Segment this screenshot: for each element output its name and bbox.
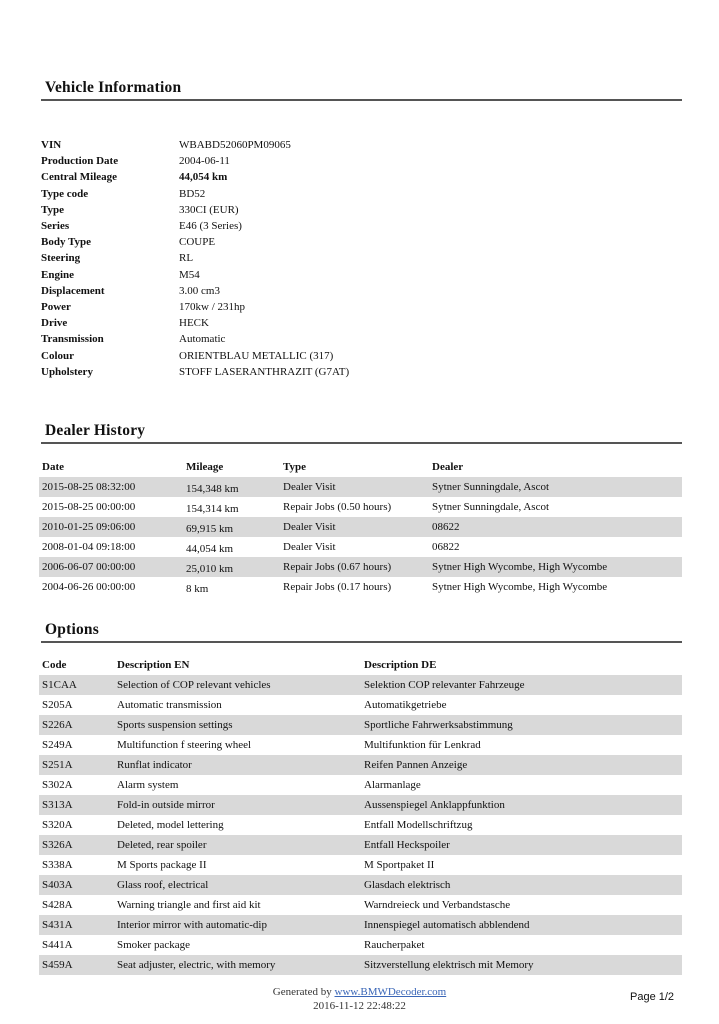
info-label: VIN [41,139,62,151]
info-row [41,202,681,218]
column-header-mileage: Mileage [186,461,224,473]
mileage-cell: 154,348 km [186,483,239,495]
section-divider [41,442,682,444]
dealer-cell: 06822 [432,541,460,553]
table-row [39,775,682,795]
table-row [39,895,682,915]
table-row [39,795,682,815]
dealer-cell: Sytner High Wycombe, High Wycombe [432,581,608,593]
description-de-cell: Glasdach elektrisch [364,879,451,891]
description-de-cell: Selektion COP relevanter Fahrzeuge [364,679,525,691]
table-row [39,517,682,537]
description-de-cell: Alarmanlage [364,779,421,791]
description-de-cell: Warndreieck und Verbandstasche [364,899,511,911]
table-row [39,577,682,597]
description-de-cell: M Sportpaket II [364,859,435,871]
table-row [39,695,682,715]
description-de-cell: Entfall Heckspoiler [364,839,450,851]
info-row [41,331,681,347]
code-cell: S459A [42,959,73,971]
description-en-cell: Glass roof, electrical [117,879,209,891]
bmwdecoder-link[interactable]: www.BMWDecoder.com [334,986,447,998]
description-en-cell: Deleted, model lettering [117,819,224,831]
info-row [41,250,681,266]
options-rows [39,675,682,975]
info-value: 2004-06-11 [179,155,230,168]
table-row [39,955,682,975]
table-row [39,915,682,935]
code-cell: S403A [42,879,73,891]
column-header-description-de: Description DE [364,659,437,671]
code-cell: S205A [42,699,73,711]
info-label: Colour [41,349,74,362]
info-value: COUPE [179,236,216,249]
table-row [39,497,682,517]
generated-timestamp: 2016-11-12 22:48:22 [313,1000,406,1012]
table-row [39,815,682,835]
column-header-description-en: Description EN [117,659,190,671]
info-row [41,137,681,153]
info-label: Drive [41,317,68,330]
info-label: Central Mileage [41,171,118,184]
info-value: STOFF LASERANTHRAZIT (G7AT) [179,365,350,378]
date-cell: 2015-08-25 00:00:00 [42,501,136,513]
dealer-cell: Sytner High Wycombe, High Wycombe [432,561,608,573]
info-value: 330CI (EUR) [179,203,239,216]
footer [0,985,719,1013]
info-label: Engine [41,268,75,281]
table-row [39,875,682,895]
info-row [41,299,681,315]
page-number: Page 1/2 [630,991,675,1003]
info-label: Type code [41,187,89,200]
type-cell: Dealer Visit [283,521,336,533]
code-cell: S226A [42,719,73,731]
info-value: E46 (3 Series) [179,220,242,232]
info-value: 170kw / 231hp [179,301,245,313]
code-cell: S249A [42,739,73,751]
description-de-cell: Multifunktion für Lenkrad [364,739,481,751]
mileage-cell: 8 km [186,583,209,595]
info-row [41,267,681,283]
column-header-dealer: Dealer [432,461,464,473]
info-row [41,348,681,364]
description-en-cell: Smoker package [117,939,190,951]
code-cell: S251A [42,759,73,771]
description-en-cell: Sports suspension settings [117,719,233,731]
code-cell: S431A [42,919,73,931]
description-de-cell: Innenspiegel automatisch abblendend [364,919,530,931]
type-cell: Dealer Visit [283,541,336,553]
info-label: Body Type [41,236,92,249]
info-label: Production Date [41,155,119,168]
info-label: Type [41,203,65,216]
mileage-cell: 44,054 km [186,543,234,555]
table-row [39,855,682,875]
info-row [41,186,681,202]
info-value: M54 [179,268,200,281]
description-de-cell: Raucherpaket [364,939,425,951]
info-value: HECK [179,317,209,330]
mileage-cell: 25,010 km [186,563,234,575]
description-en-cell: Multifunction f steering wheel [117,739,252,751]
info-row [41,315,681,331]
info-label: Transmission [41,333,104,346]
description-en-cell: Warning triangle and first aid kit [117,899,261,911]
date-cell: 2015-08-25 08:32:00 [42,481,136,493]
code-cell: S313A [42,799,73,811]
info-row [41,283,681,299]
code-cell: S1CAA [42,679,77,691]
info-value: 44,054 km [179,171,228,184]
info-row [41,153,681,169]
options-table [39,655,682,975]
info-row [41,364,681,380]
info-row [41,234,681,250]
code-cell: S302A [42,779,73,791]
vehicle-information-title: Vehicle Information [45,79,182,96]
info-value: WBABD52060PM09065 [179,139,291,151]
description-en-cell: Interior mirror with automatic-dip [117,919,267,931]
table-row [39,557,682,577]
info-label: Power [41,301,71,313]
dealer-cell: Sytner Sunningdale, Ascot [432,501,550,513]
date-cell: 2006-06-07 00:00:00 [42,561,136,573]
date-cell: 2008-01-04 09:18:00 [42,541,136,553]
info-label: Steering [41,252,81,265]
info-value: ORIENTBLAU METALLIC (317) [179,349,334,362]
table-row [39,755,682,775]
mileage-cell: 69,915 km [186,523,234,535]
dealer-history-table [39,457,682,597]
description-en-cell: Runflat indicator [117,759,192,771]
info-label: Upholstery [41,365,93,378]
column-header-type: Type [283,461,307,473]
description-de-cell: Sportliche Fahrwerksabstimmung [364,719,513,731]
table-row [39,835,682,855]
generated-by-label: Generated by [272,986,332,998]
table-row [39,477,682,497]
date-cell: 2010-01-25 09:06:00 [42,521,136,533]
table-row [39,537,682,557]
table-row [39,735,682,755]
code-cell: S441A [42,939,73,951]
description-en-cell: Fold-in outside mirror [117,799,215,811]
table-row [39,715,682,735]
description-en-cell: Deleted, rear spoiler [117,839,207,851]
description-de-cell: Reifen Pannen Anzeige [364,759,468,771]
description-de-cell: Entfall Modellschriftzug [364,819,473,831]
info-value: BD52 [179,187,206,200]
table-header [39,655,682,675]
type-cell: Repair Jobs (0.50 hours) [283,501,392,513]
options-title: Options [45,621,99,638]
type-cell: Repair Jobs (0.17 hours) [283,581,392,593]
description-en-cell: M Sports package II [117,859,207,871]
type-cell: Dealer Visit [283,481,336,493]
date-cell: 2004-06-26 00:00:00 [42,581,136,593]
info-value: RL [179,252,194,265]
dealer-cell: 08622 [432,521,460,533]
dealer-cell: Sytner Sunningdale, Ascot [432,481,550,493]
description-en-cell: Selection of COP relevant vehicles [117,679,271,691]
code-cell: S428A [42,899,73,911]
description-de-cell: Sitzverstellung elektrisch mit Memory [364,959,534,971]
dealer-history-title: Dealer History [45,422,146,439]
section-divider [41,99,682,101]
info-label: Displacement [41,284,105,297]
table-row [39,675,682,695]
code-cell: S338A [42,859,73,871]
section-divider [41,641,682,643]
type-cell: Repair Jobs (0.67 hours) [283,561,392,573]
description-en-cell: Automatic transmission [117,699,222,711]
info-row [41,218,681,234]
column-header-date: Date [42,461,64,473]
generated-by-line [0,985,719,999]
info-row [41,169,681,185]
description-de-cell: Aussenspiegel Anklappfunktion [364,799,505,811]
code-cell: S320A [42,819,73,831]
table-header [39,457,682,477]
info-value: Automatic [179,333,226,346]
description-de-cell: Automatikgetriebe [364,699,447,711]
description-en-cell: Seat adjuster, electric, with memory [117,959,276,971]
code-cell: S326A [42,839,73,851]
info-label: Series [41,220,70,232]
dealer-history-rows [39,477,682,597]
mileage-cell: 154,314 km [186,503,239,515]
table-row [39,935,682,955]
column-header-code: Code [42,659,67,671]
info-value: 3.00 cm3 [179,284,220,297]
description-en-cell: Alarm system [117,779,179,791]
